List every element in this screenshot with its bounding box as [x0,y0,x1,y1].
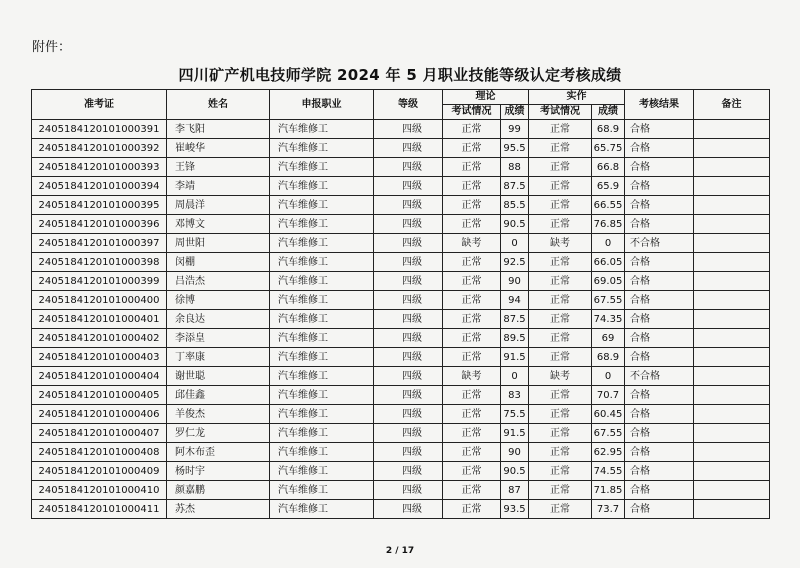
cell-exam-id: 2405184120101000398 [32,253,167,272]
cell-theory-score: 0 [501,367,529,386]
cell-theory-status: 正常 [443,291,501,310]
table-body [32,120,770,519]
cell-result: 合格 [625,158,694,177]
cell-result: 合格 [625,329,694,348]
cell-practice-status: 正常 [529,443,592,462]
cell-result: 合格 [625,405,694,424]
cell-practice-score: 65.75 [592,139,625,158]
cell-name: 羊俊杰 [167,405,270,424]
cell-practice-status: 缺考 [529,367,592,386]
cell-practice-score: 66.8 [592,158,625,177]
cell-practice-score: 66.05 [592,253,625,272]
cell-job: 汽车维修工 [270,329,374,348]
cell-practice-status: 正常 [529,196,592,215]
cell-theory-status: 正常 [443,462,501,481]
cell-level: 四级 [374,424,443,443]
cell-exam-id: 2405184120101000405 [32,386,167,405]
header-name: 姓名 [167,90,270,120]
cell-name: 杨时宇 [167,462,270,481]
cell-practice-status: 正常 [529,386,592,405]
table-row [32,158,770,177]
cell-level: 四级 [374,120,443,139]
cell-practice-score: 70.7 [592,386,625,405]
cell-level: 四级 [374,500,443,519]
cell-practice-status: 正常 [529,500,592,519]
cell-remark [694,196,770,215]
cell-exam-id: 2405184120101000393 [32,158,167,177]
cell-theory-status: 正常 [443,120,501,139]
cell-theory-status: 缺考 [443,367,501,386]
cell-theory-status: 正常 [443,443,501,462]
cell-result: 合格 [625,310,694,329]
cell-job: 汽车维修工 [270,310,374,329]
cell-job: 汽车维修工 [270,139,374,158]
cell-practice-score: 74.35 [592,310,625,329]
table-row [32,120,770,139]
cell-practice-score: 66.55 [592,196,625,215]
cell-remark [694,500,770,519]
cell-level: 四级 [374,367,443,386]
cell-practice-score: 69 [592,329,625,348]
header-theory: 理论 [443,90,529,105]
cell-remark [694,367,770,386]
cell-exam-id: 2405184120101000399 [32,272,167,291]
header-practice: 实作 [529,90,625,105]
cell-name: 丁率康 [167,348,270,367]
cell-exam-id: 2405184120101000407 [32,424,167,443]
cell-level: 四级 [374,139,443,158]
cell-theory-score: 93.5 [501,500,529,519]
cell-level: 四级 [374,158,443,177]
cell-remark [694,405,770,424]
table-row [32,215,770,234]
table-row [32,462,770,481]
cell-result: 合格 [625,481,694,500]
cell-level: 四级 [374,310,443,329]
cell-practice-status: 正常 [529,215,592,234]
cell-result: 合格 [625,348,694,367]
page-number: 2 / 17 [385,546,415,556]
cell-practice-status: 缺考 [529,234,592,253]
cell-practice-status: 正常 [529,120,592,139]
header-id: 准考证 [32,90,167,120]
cell-theory-score: 88 [501,158,529,177]
cell-exam-id: 2405184120101000403 [32,348,167,367]
cell-job: 汽车维修工 [270,405,374,424]
cell-level: 四级 [374,177,443,196]
cell-practice-status: 正常 [529,139,592,158]
cell-theory-status: 正常 [443,424,501,443]
cell-name: 吕浩杰 [167,272,270,291]
cell-theory-score: 75.5 [501,405,529,424]
cell-remark [694,120,770,139]
cell-result: 合格 [625,139,694,158]
cell-name: 邓博文 [167,215,270,234]
header-level: 等级 [374,90,443,120]
cell-theory-score: 83 [501,386,529,405]
cell-theory-status: 正常 [443,158,501,177]
cell-name: 颜嘉鹏 [167,481,270,500]
cell-remark [694,177,770,196]
cell-theory-score: 91.5 [501,424,529,443]
cell-practice-status: 正常 [529,405,592,424]
cell-job: 汽车维修工 [270,234,374,253]
cell-name: 王锋 [167,158,270,177]
cell-name: 苏杰 [167,500,270,519]
cell-practice-score: 0 [592,367,625,386]
cell-job: 汽车维修工 [270,481,374,500]
cell-theory-score: 99 [501,120,529,139]
cell-practice-status: 正常 [529,253,592,272]
cell-theory-status: 正常 [443,500,501,519]
cell-practice-status: 正常 [529,481,592,500]
cell-theory-status: 正常 [443,272,501,291]
header-practice-status: 考试情况 [529,105,592,120]
cell-remark [694,272,770,291]
attachment-label: 附件： [32,40,72,55]
cell-job: 汽车维修工 [270,443,374,462]
cell-job: 汽车维修工 [270,424,374,443]
cell-practice-status: 正常 [529,291,592,310]
header-theory-score: 成绩 [501,105,529,120]
cell-theory-status: 正常 [443,177,501,196]
cell-practice-status: 正常 [529,158,592,177]
cell-level: 四级 [374,253,443,272]
cell-job: 汽车维修工 [270,177,374,196]
cell-practice-score: 69.05 [592,272,625,291]
table-row [32,253,770,272]
cell-name: 崔峻华 [167,139,270,158]
cell-result: 合格 [625,272,694,291]
table-row [32,272,770,291]
cell-theory-score: 87.5 [501,310,529,329]
cell-result: 合格 [625,386,694,405]
cell-theory-status: 正常 [443,348,501,367]
cell-theory-status: 正常 [443,386,501,405]
cell-theory-score: 87 [501,481,529,500]
cell-name: 闵棚 [167,253,270,272]
cell-exam-id: 2405184120101000394 [32,177,167,196]
cell-theory-status: 正常 [443,481,501,500]
cell-remark [694,462,770,481]
cell-theory-status: 正常 [443,405,501,424]
cell-theory-score: 95.5 [501,139,529,158]
table-row [32,405,770,424]
cell-remark [694,348,770,367]
cell-job: 汽车维修工 [270,291,374,310]
cell-job: 汽车维修工 [270,196,374,215]
cell-remark [694,310,770,329]
cell-remark [694,139,770,158]
cell-theory-score: 87.5 [501,177,529,196]
header-job: 申报职业 [270,90,374,120]
cell-exam-id: 2405184120101000404 [32,367,167,386]
table-row [32,481,770,500]
cell-job: 汽车维修工 [270,367,374,386]
cell-name: 阿木布歪 [167,443,270,462]
cell-exam-id: 2405184120101000401 [32,310,167,329]
cell-exam-id: 2405184120101000402 [32,329,167,348]
cell-remark [694,424,770,443]
cell-level: 四级 [374,272,443,291]
cell-result: 合格 [625,120,694,139]
cell-name: 余良达 [167,310,270,329]
cell-practice-score: 71.85 [592,481,625,500]
table-row [32,139,770,158]
cell-theory-score: 94 [501,291,529,310]
cell-level: 四级 [374,405,443,424]
cell-remark [694,158,770,177]
header-remark: 备注 [694,90,770,120]
cell-level: 四级 [374,215,443,234]
cell-result: 合格 [625,215,694,234]
table-row [32,177,770,196]
cell-theory-score: 90.5 [501,462,529,481]
cell-name: 李添皇 [167,329,270,348]
cell-practice-score: 73.7 [592,500,625,519]
cell-exam-id: 2405184120101000397 [32,234,167,253]
cell-theory-score: 92.5 [501,253,529,272]
cell-result: 合格 [625,196,694,215]
cell-job: 汽车维修工 [270,215,374,234]
cell-remark [694,386,770,405]
table-row [32,424,770,443]
cell-theory-status: 正常 [443,139,501,158]
cell-theory-status: 正常 [443,253,501,272]
cell-exam-id: 2405184120101000391 [32,120,167,139]
cell-theory-score: 89.5 [501,329,529,348]
cell-theory-status: 正常 [443,329,501,348]
cell-exam-id: 2405184120101000396 [32,215,167,234]
cell-name: 周晨洋 [167,196,270,215]
cell-level: 四级 [374,348,443,367]
cell-level: 四级 [374,481,443,500]
cell-job: 汽车维修工 [270,120,374,139]
header-practice-score: 成绩 [592,105,625,120]
cell-theory-status: 缺考 [443,234,501,253]
cell-job: 汽车维修工 [270,462,374,481]
cell-exam-id: 2405184120101000408 [32,443,167,462]
cell-name: 谢世聪 [167,367,270,386]
cell-practice-score: 67.55 [592,291,625,310]
table-row [32,291,770,310]
table-row [32,367,770,386]
cell-job: 汽车维修工 [270,272,374,291]
cell-practice-score: 65.9 [592,177,625,196]
table-row [32,443,770,462]
cell-remark [694,253,770,272]
cell-remark [694,234,770,253]
cell-level: 四级 [374,443,443,462]
cell-theory-score: 85.5 [501,196,529,215]
cell-practice-status: 正常 [529,462,592,481]
cell-theory-score: 91.5 [501,348,529,367]
cell-remark [694,443,770,462]
cell-result: 合格 [625,500,694,519]
header-theory-status: 考试情况 [443,105,501,120]
cell-name: 周世阳 [167,234,270,253]
cell-practice-status: 正常 [529,424,592,443]
cell-theory-score: 90 [501,443,529,462]
cell-level: 四级 [374,462,443,481]
cell-result: 合格 [625,443,694,462]
cell-theory-status: 正常 [443,310,501,329]
cell-name: 邱佳鑫 [167,386,270,405]
cell-result: 合格 [625,424,694,443]
cell-job: 汽车维修工 [270,348,374,367]
cell-job: 汽车维修工 [270,253,374,272]
cell-practice-status: 正常 [529,272,592,291]
table-row [32,329,770,348]
cell-level: 四级 [374,291,443,310]
cell-remark [694,215,770,234]
cell-remark [694,329,770,348]
cell-exam-id: 2405184120101000410 [32,481,167,500]
cell-name: 李靖 [167,177,270,196]
table-row [32,234,770,253]
cell-exam-id: 2405184120101000395 [32,196,167,215]
cell-theory-score: 0 [501,234,529,253]
cell-practice-score: 74.55 [592,462,625,481]
cell-practice-status: 正常 [529,348,592,367]
cell-level: 四级 [374,196,443,215]
cell-theory-score: 90 [501,272,529,291]
header-result: 考核结果 [625,90,694,120]
cell-name: 罗仁龙 [167,424,270,443]
cell-practice-score: 68.9 [592,348,625,367]
cell-practice-score: 76.85 [592,215,625,234]
cell-practice-score: 60.45 [592,405,625,424]
table-row [32,348,770,367]
cell-exam-id: 2405184120101000411 [32,500,167,519]
cell-practice-status: 正常 [529,177,592,196]
cell-remark [694,481,770,500]
cell-practice-status: 正常 [529,329,592,348]
cell-result: 不合格 [625,367,694,386]
cell-practice-score: 68.9 [592,120,625,139]
cell-job: 汽车维修工 [270,158,374,177]
cell-remark [694,291,770,310]
cell-practice-score: 0 [592,234,625,253]
table-row [32,196,770,215]
cell-level: 四级 [374,386,443,405]
cell-theory-status: 正常 [443,215,501,234]
cell-level: 四级 [374,234,443,253]
cell-job: 汽车维修工 [270,386,374,405]
cell-result: 合格 [625,253,694,272]
cell-level: 四级 [374,329,443,348]
cell-practice-status: 正常 [529,310,592,329]
cell-practice-score: 67.55 [592,424,625,443]
table-row [32,310,770,329]
cell-exam-id: 2405184120101000400 [32,291,167,310]
score-table [31,89,770,519]
cell-theory-status: 正常 [443,196,501,215]
cell-exam-id: 2405184120101000406 [32,405,167,424]
table-row [32,500,770,519]
cell-job: 汽车维修工 [270,500,374,519]
cell-result: 合格 [625,462,694,481]
cell-practice-score: 62.95 [592,443,625,462]
table-row [32,386,770,405]
cell-result: 合格 [625,291,694,310]
cell-exam-id: 2405184120101000392 [32,139,167,158]
cell-name: 李飞阳 [167,120,270,139]
page-title: 四川矿产机电技师学院 2024 年 5 月职业技能等级认定考核成绩 [178,66,622,84]
cell-result: 合格 [625,177,694,196]
cell-theory-score: 90.5 [501,215,529,234]
cell-exam-id: 2405184120101000409 [32,462,167,481]
cell-result: 不合格 [625,234,694,253]
cell-name: 徐博 [167,291,270,310]
